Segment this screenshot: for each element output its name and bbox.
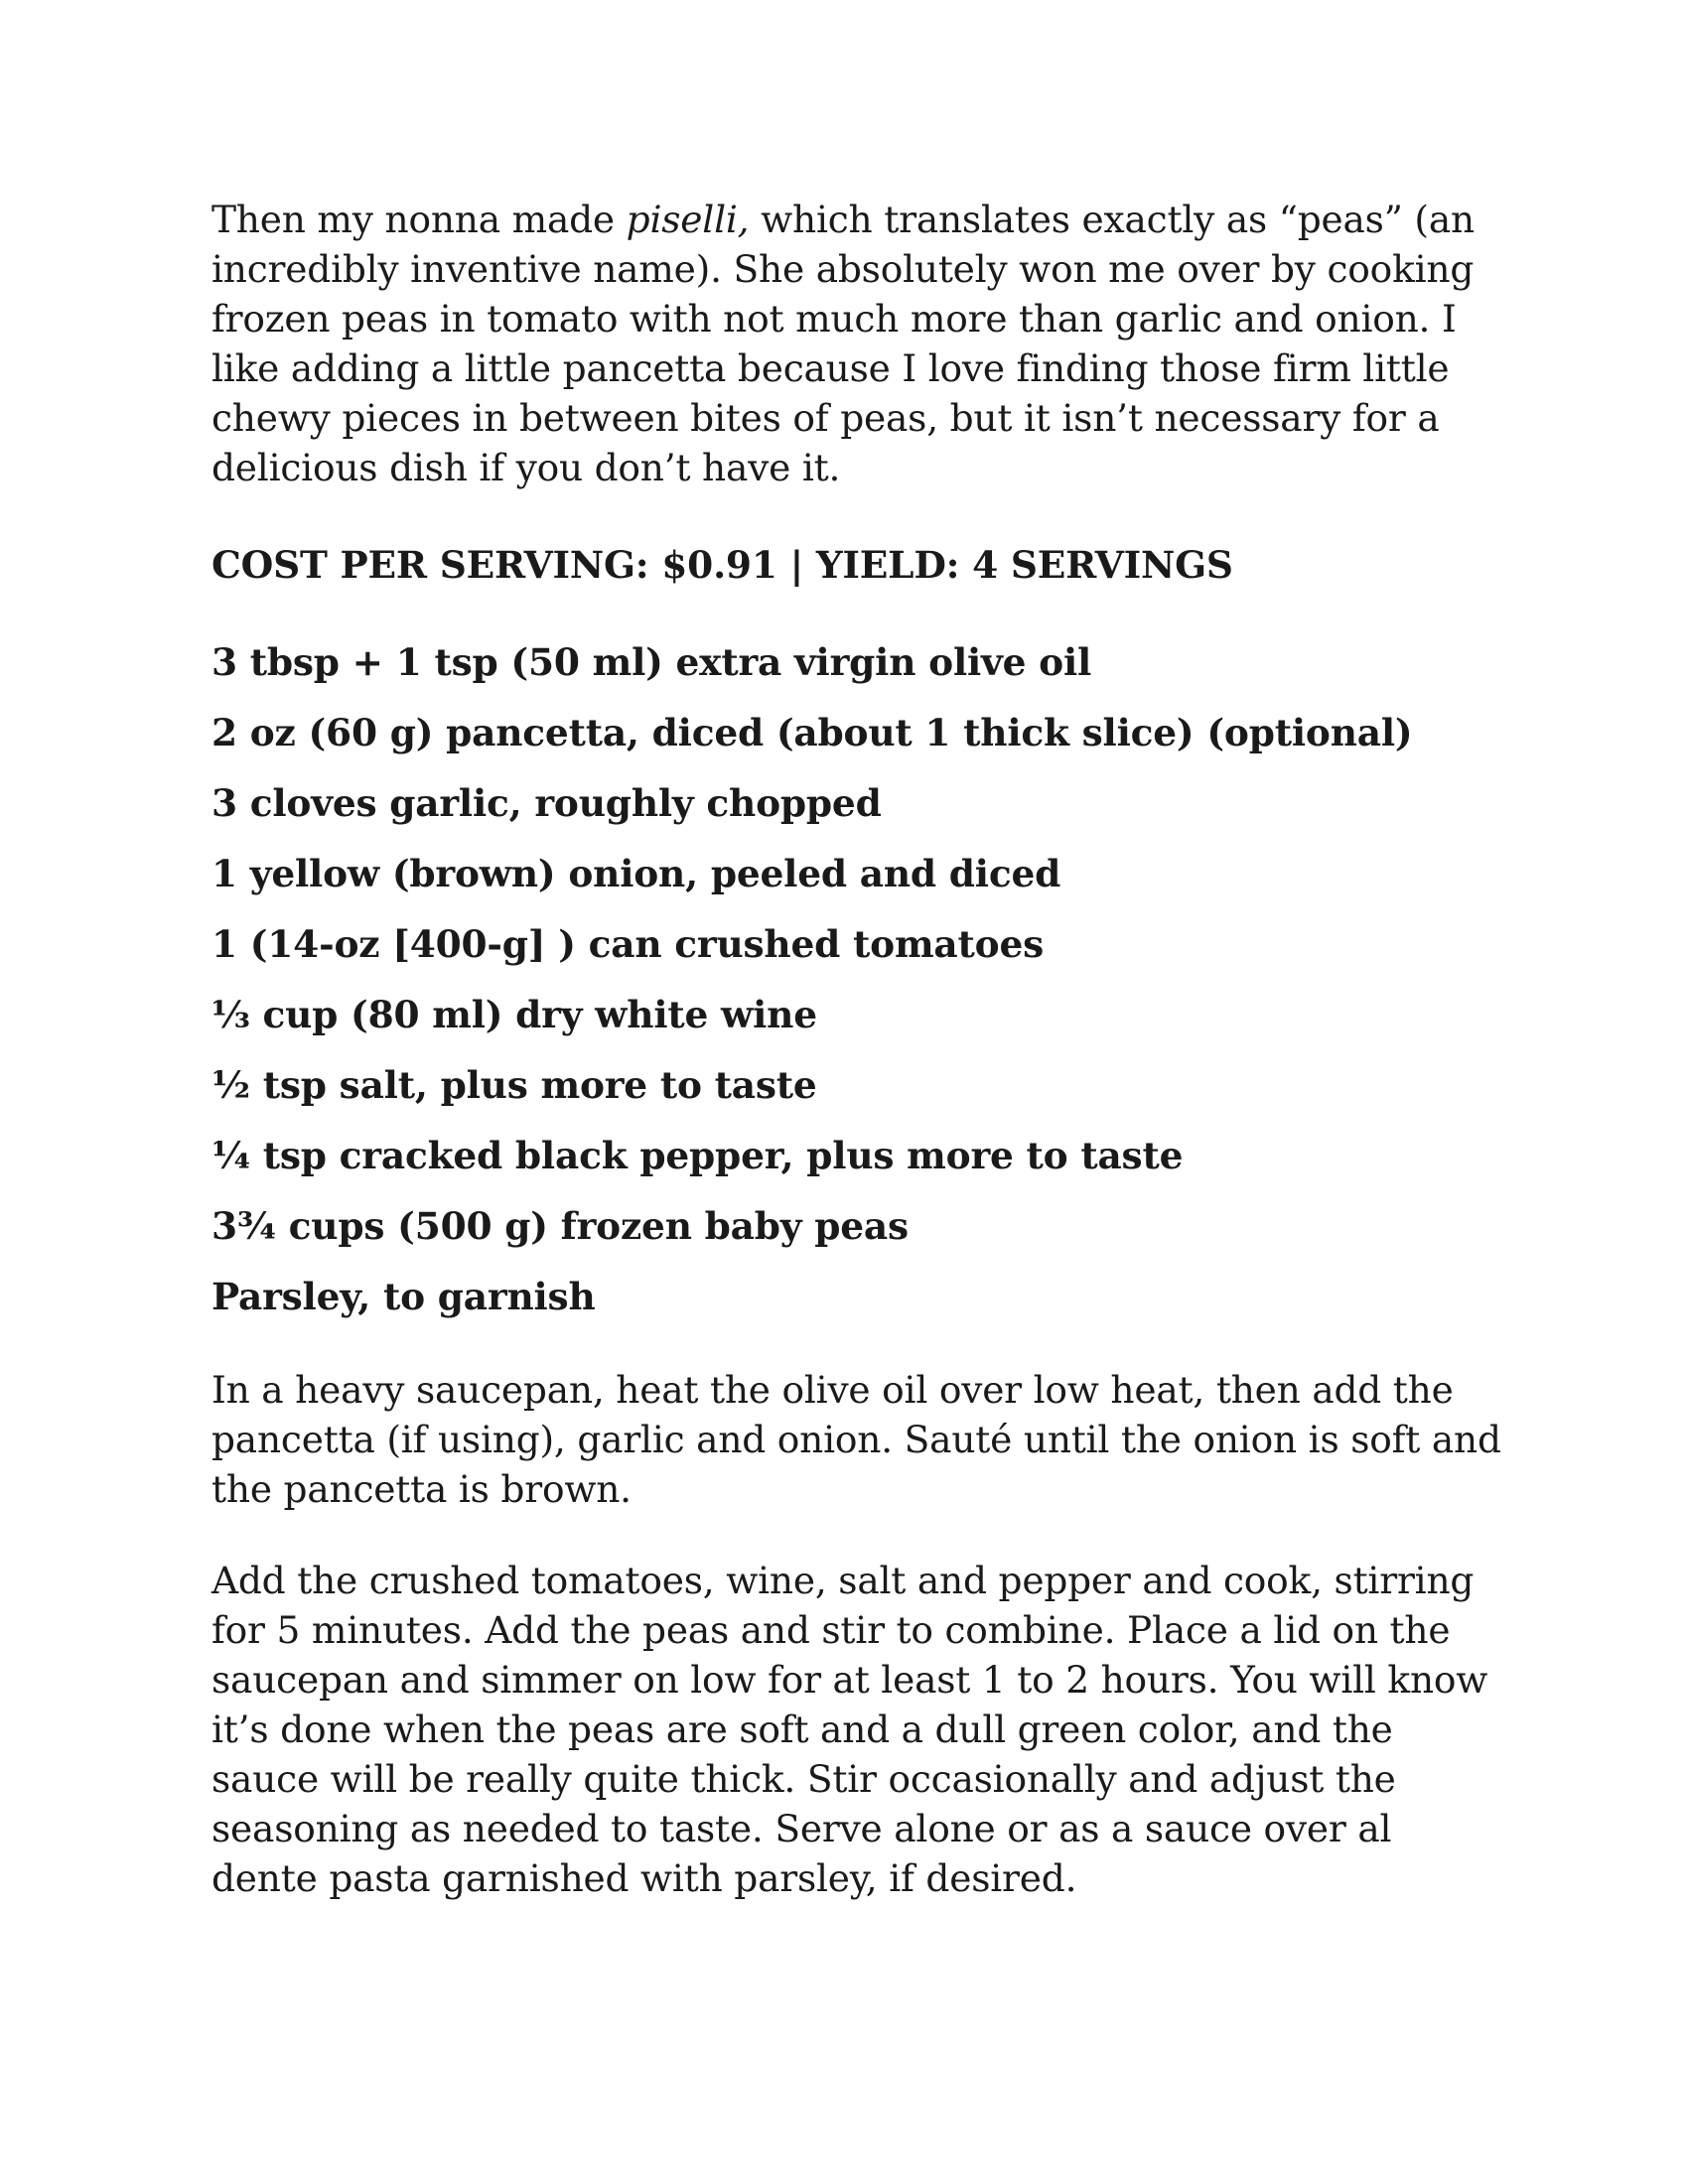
- instruction-step-2: Add the crushed tomatoes, wine, salt and pepper and cook, stirring for 5 minutes. Add the peas and stir to combine. Place a lid on the saucepan and simmer on low for at least 1 to 2 hours. You will know it’s done when the peas are soft and a dull green color, and the sauce will be really quite thick. Stir occasionally and adjust the seasoning as needed to taste. Serve alone or as a sauce over al dente pasta garnished with parsley, if desired.: [211, 1559, 1488, 1900]
- intro-italic-dish-name: piselli,: [626, 198, 750, 241]
- ingredient-item: 1 (14-oz [400-g] ) can crushed tomatoes: [211, 922, 1045, 966]
- ingredient-item: 2 oz (60 g) pancetta, diced (about 1 thick slice) (optional): [211, 711, 1413, 754]
- recipe-page: [211, 195, 1502, 1945]
- ingredient-item: 3 cloves garlic, roughly chopped: [211, 781, 882, 825]
- ingredient-item: 1 yellow (brown) onion, peeled and diced: [211, 852, 1061, 895]
- cost-yield-line: COST PER SERVING: $0.91 | YIELD: 4 SERVINGS: [211, 543, 1233, 587]
- ingredient-item: ¼ tsp cracked black pepper, plus more to taste: [211, 1134, 1184, 1177]
- intro-paragraph: [211, 195, 1502, 492]
- ingredient-item: ⅓ cup (80 ml) dry white wine: [211, 993, 817, 1036]
- ingredient-item: 3¾ cups (500 g) frozen baby peas: [211, 1204, 909, 1248]
- ingredient-list: [211, 637, 1502, 1321]
- intro-text-rest: which translates exactly as “peas” (an incredibly inventive name). She absolutely won me over by cooking frozen peas in tomato with not much more than garlic and onion. I like adding a little pancetta because I love finding those firm little chewy pieces in between bites of peas, but it isn’t necessary for a delicious dish if you don’t have it.: [211, 198, 1475, 489]
- intro-text-start: Then my nonna made: [211, 198, 627, 241]
- ingredient-item: Parsley, to garnish: [211, 1275, 596, 1318]
- instruction-step-1: In a heavy saucepan, heat the olive oil over low heat, then add the pancetta (if using), garlic and onion. Sauté until the onion is soft and the pancetta is brown.: [211, 1368, 1501, 1511]
- ingredient-item: 3 tbsp + 1 tsp (50 ml) extra virgin olive oil: [211, 640, 1092, 684]
- ingredient-item: ½ tsp salt, plus more to taste: [211, 1063, 817, 1107]
